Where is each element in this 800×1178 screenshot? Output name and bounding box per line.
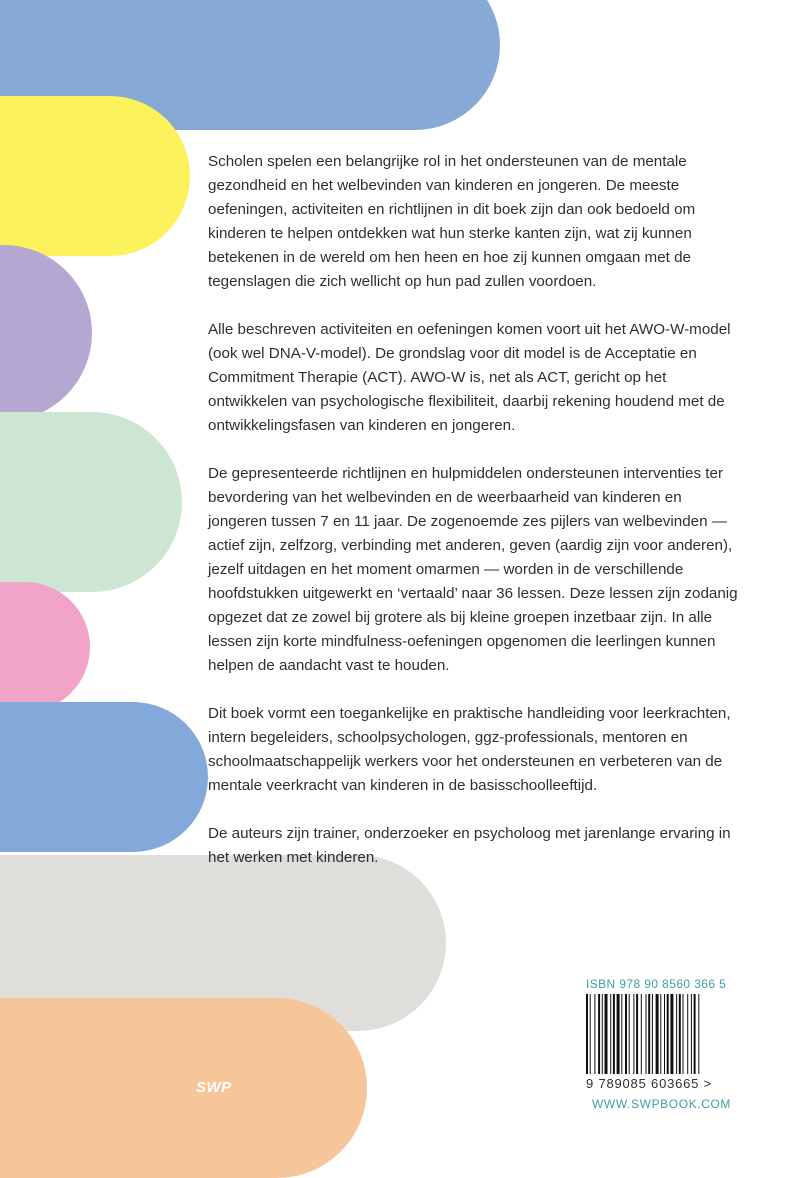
band-mint — [0, 412, 182, 592]
band-lavender — [0, 245, 92, 421]
band-peach — [0, 998, 367, 1178]
back-cover-text — [208, 150, 738, 894]
band-pink — [0, 582, 90, 712]
paragraph-1: Scholen spelen een belangrijke rol in het ondersteunen van de mentale gezondheid en het welbevinden van kinderen en jongeren. De meeste oefeningen, activiteiten en richtlijnen in dit boek zijn dan ook bedoeld om kinderen te helpen ontdekken wat hun sterke kanten zijn, wat zij kunnen betekenen in de wereld om hen heen en hoe zij kunnen omgaan met de tegenslagen die zich wellicht op hun pad zullen voordoen. — [208, 153, 696, 290]
band-blue-mid — [0, 702, 208, 852]
paragraph-2: Alle beschreven activiteiten en oefeningen komen voort uit het AWO-W-model (ook wel DNA-V-model). De grondslag voor dit model is de Acceptatie en Commitment Therapie (ACT). AWO-W is, net als ACT, gericht op het ontwikkelen van psychologische flexibiliteit, daarbij rekening houdend met de ontwikkelingsfasen van kinderen en jongeren. — [208, 321, 731, 434]
paragraph-3: De gepresenteerde richtlijnen en hulpmiddelen ondersteunen interventies ter bevordering van het welbevinden en de weerbaarheid van kinderen en jongeren tussen 7 en 11 jaar. De zogenoemde zes pijlers van welbevinden — actief zijn, zelfzorg, verbinding met anderen, geven (aardig zijn voor anderen), jezelf uitdagen en het moment omarmen — worden in de verschillende hoofdstukken uitgewerkt en ‘vertaald’ naar 36 lessen. Deze lessen zijn zodanig opgezet dat ze zowel bij grotere als bij kleine groepen inzetbaar zijn. In alle lessen zijn korte mindfulness-oefeningen opgenomen die leerlingen kunnen helpen de aandacht vast te houden. — [208, 465, 738, 674]
barcode-digits: 9 789085 603665 > — [586, 1076, 713, 1091]
website-link[interactable]: WWW.SWPBOOK.COM — [592, 1097, 731, 1111]
band-yellow — [0, 96, 190, 256]
isbn-label: ISBN 978 90 8560 366 5 — [586, 977, 727, 991]
publisher-logo: SWP — [196, 1079, 232, 1096]
barcode-icon — [586, 994, 728, 1074]
paragraph-4: Dit boek vormt een toegankelijke en praktische handleiding voor leerkrachten, intern begeleiders, schoolpsychologen, ggz-professionals, mentoren en schoolmaatschappelijk werkers voor het ondersteunen en verbeteren van de mentale veerkracht van kinderen in de basisschoolleeftijd. — [208, 705, 731, 794]
paragraph-5: De auteurs zijn trainer, onderzoeker en psycholoog met jarenlange ervaring in het werken met kinderen. — [208, 825, 731, 866]
